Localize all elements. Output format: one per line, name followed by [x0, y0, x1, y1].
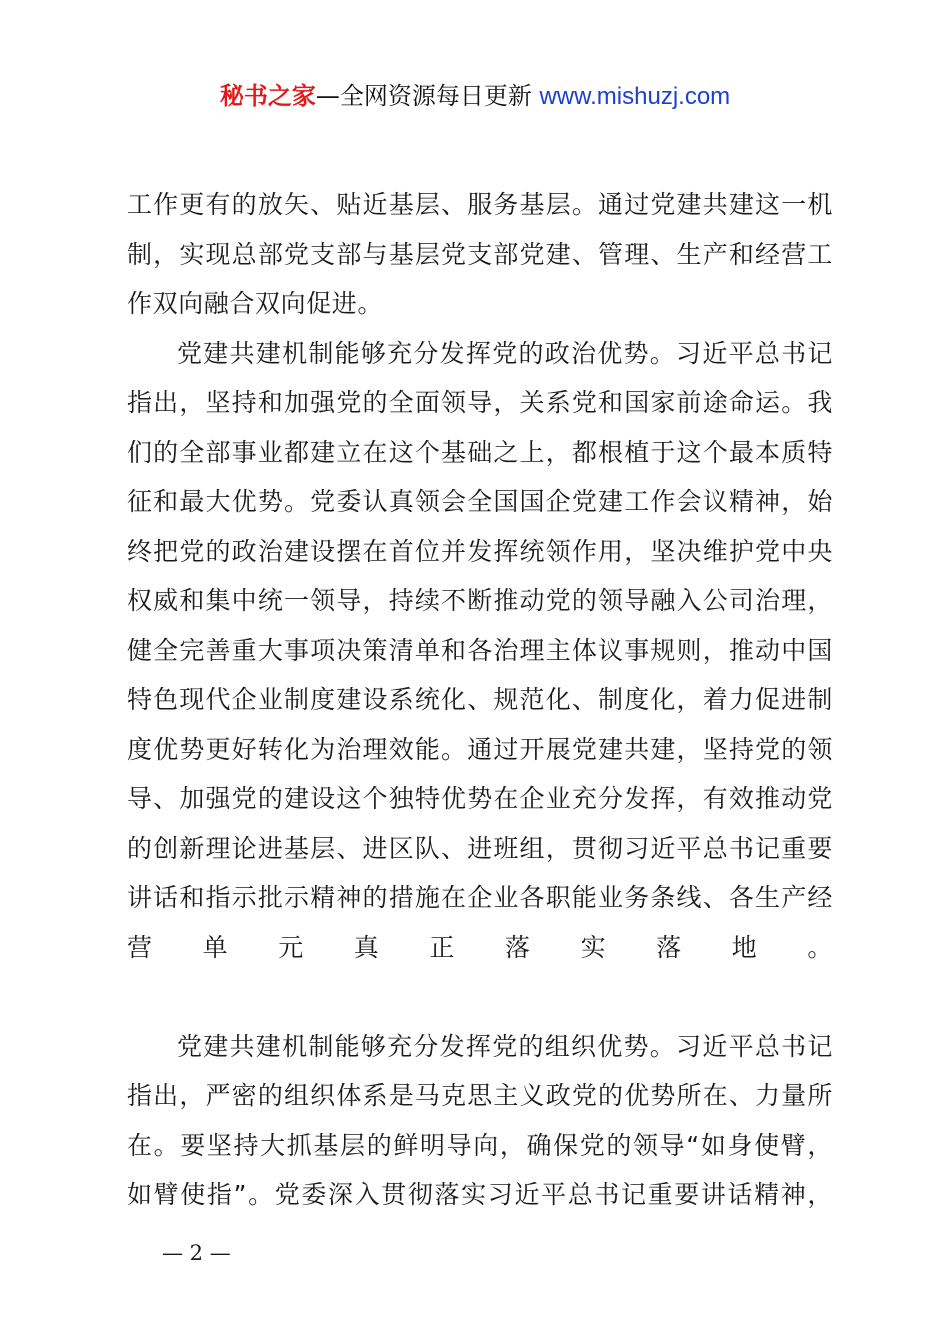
document-body [127, 180, 833, 1220]
text-line: 特色现代企业制度建设系统化、规范化、制度化，着力促进制 [127, 685, 833, 714]
text-line [127, 972, 833, 1022]
header-tagline: —全网资源每日更新 [315, 82, 532, 110]
text-line: 导、加强党的建设这个独特优势在企业充分发挥，有效推动党 [127, 784, 833, 813]
paragraph [127, 180, 833, 329]
text-line: 党建共建机制能够充分发挥党的组织优势。习近平总书记 [177, 1031, 833, 1061]
text-line: 的创新理论进基层、进区队、进班组，贯彻习近平总书记重要 [127, 833, 833, 863]
text-line: 权威和集中统一领导，持续不断推动党的领导融入公司治理， [127, 586, 833, 615]
paragraph [127, 329, 833, 1022]
text-line: 制，实现总部党支部与基层党支部党建、管理、生产和经营工 [127, 239, 833, 269]
text-line: 作双向融合双向促进。 [127, 289, 384, 318]
text-line: 指出，坚持和加强党的全面领导，关系党和国家前途命运。我 [127, 388, 833, 417]
page-number: — 2 — [162, 1241, 231, 1265]
text-line: 营单元真正落实落地。 [127, 932, 833, 962]
text-line: 讲话和指示批示精神的措施在企业各职能业务条线、各生产经 [127, 883, 833, 912]
text-line: 在。要坚持大抓基层的鲜明导向，确保党的领导“如身使臂， [127, 1130, 833, 1160]
text-line: 健全完善重大事项决策清单和各治理主体议事规则，推动中国 [127, 635, 833, 665]
paragraph [127, 1022, 833, 1220]
text-line: 指出，严密的组织体系是马克思主义政党的优势所在、力量所 [127, 1081, 833, 1110]
text-line: 党建共建机制能够充分发挥党的政治优势。习近平总书记 [177, 338, 833, 368]
document-header [0, 78, 950, 115]
text-line: 征和最大优势。党委认真领会全国国企党建工作会议精神，始 [127, 487, 833, 516]
header-brand: 秘书之家 [219, 82, 316, 110]
text-line: 工作更有的放矢、贴近基层、服务基层。通过党建共建这一机 [127, 190, 833, 219]
text-line: 终把党的政治建设摆在首位并发挥统领作用，坚决维护党中央 [127, 536, 833, 566]
text-line: 度优势更好转化为治理效能。通过开展党建共建，坚持党的领 [127, 734, 833, 764]
text-line: 们的全部事业都建立在这个基础之上，都根植于这个最本质特 [127, 437, 833, 467]
header-website-link[interactable]: www.mishuzj.com [539, 83, 731, 110]
text-line: 如臂使指”。党委深入贯彻落实习近平总书记重要讲话精神， [127, 1180, 833, 1209]
